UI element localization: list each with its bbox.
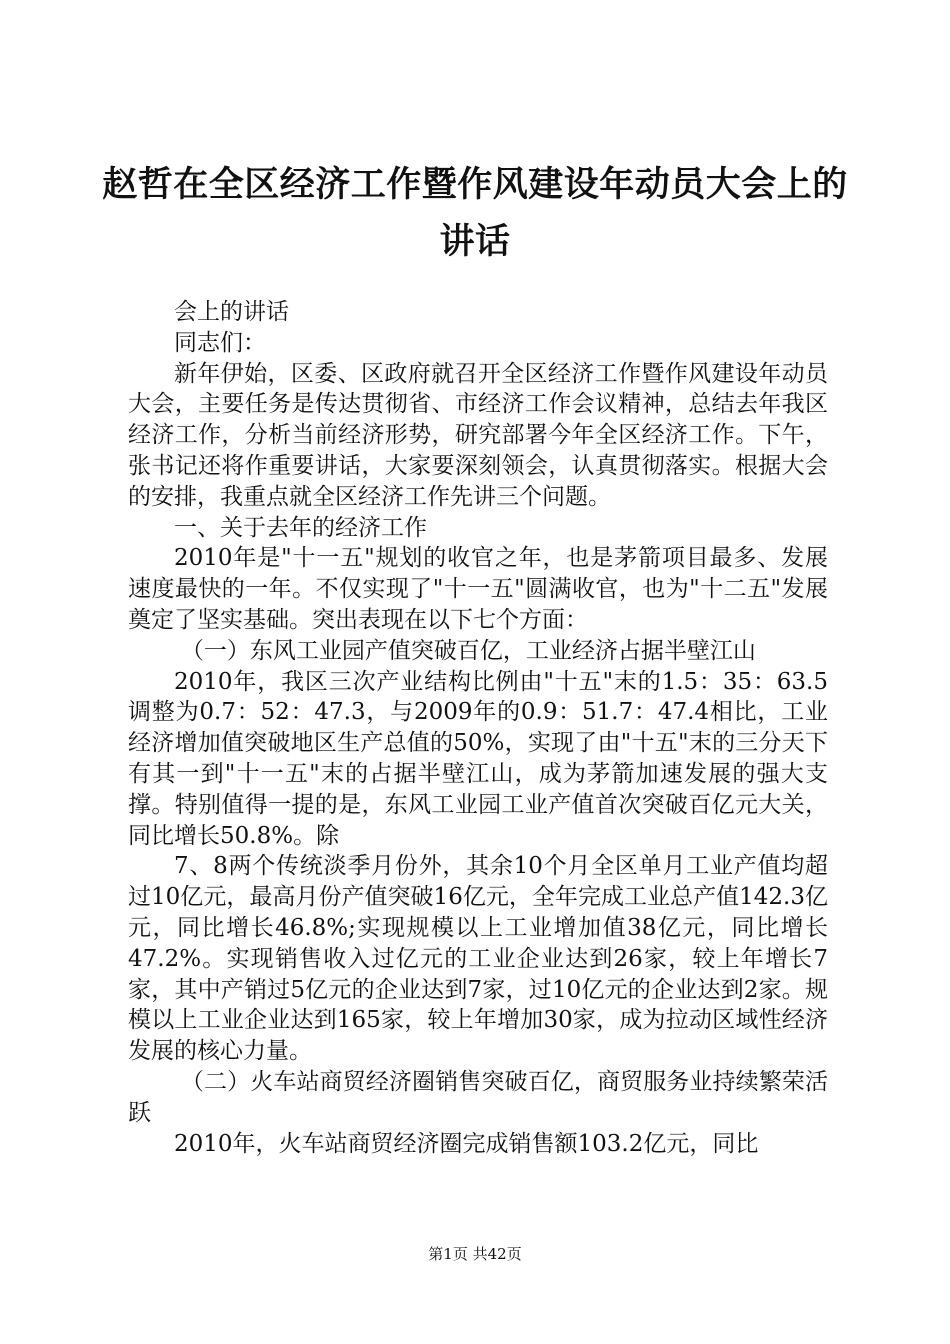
section-heading-1: 一、关于去年的经济工作 — [174, 514, 427, 541]
paragraph-industry-structure: 2010年，我区三次产业结构比例由"十五"末的1.5：35：63.5调整为0.7：52：47.3，与2009年的0.9：51.7：47.4相比，工业经济增加值突破地区生产总值的50%，实现了由"十五"末的三分天下有其一到"十一五"末的占据半壁江山，成为茅箭加速发展的强大支撑。特别值得一提的是，东风工业园工业产值首次突破百亿元大关，同比增长50.8%。除 — [128, 668, 828, 849]
paragraph-2010-summary: 2010年是"十一五"规划的收官之年，也是茅箭项目最多、发展速度最快的一年。不仅实现了"十一五"圆满收官，也为"十二五"发展奠定了坚实基础。突出表现在以下七个方面： — [128, 545, 828, 633]
paragraph-salutation: 同志们： — [174, 329, 266, 356]
subsection-heading-1: （一）东风工业园产值突破百亿，工业经济占据半壁江山 — [180, 637, 756, 664]
paragraph-commerce: 2010年，火车站商贸经济圈完成销售额103.2亿元，同比 — [174, 1130, 759, 1157]
document-title: 赵哲在全区经济工作暨作风建设年动员大会上的讲话 — [102, 165, 848, 262]
paragraph-intro: 新年伊始，区委、区政府就召开全区经济工作暨作风建设年动员大会，主要任务是传达贯彻省、市经济工作会议精神，总结去年我区经济工作，分析当前经济形势，研究部署今年全区经济工作。下午，张书记还将作重要讲话，大家要深刻领会，认真贯彻落实。根据大会的安排，我重点就全区经济工作先讲三个问题。 — [128, 360, 828, 510]
page-number-footer: 第1页 共42页 — [428, 1245, 522, 1263]
subsection-heading-2: （二）火车站商贸经济圈销售突破百亿，商贸服务业持续繁荣活跃 — [128, 1068, 828, 1126]
paragraph-industry-output: 7、8两个传统淡季月份外，其余10个月全区单月工业产值均超过10亿元，最高月份产值突破16亿元，全年完成工业总产值142.3亿元，同比增长46.8%;实现规模以上工业增加值38亿元，同比增长47.2%。实现销售收入过亿元的工业企业达到26家，较上年增长7家，其中产销过5亿元的企业达到7家，过10亿元的企业达到2家。规模以上工业企业达到165家，较上年增加30家，成为拉动区域性经济发展的核心力量。 — [128, 853, 828, 1065]
paragraph-subtitle: 会上的讲话 — [174, 299, 289, 325]
document-body — [128, 297, 828, 1159]
